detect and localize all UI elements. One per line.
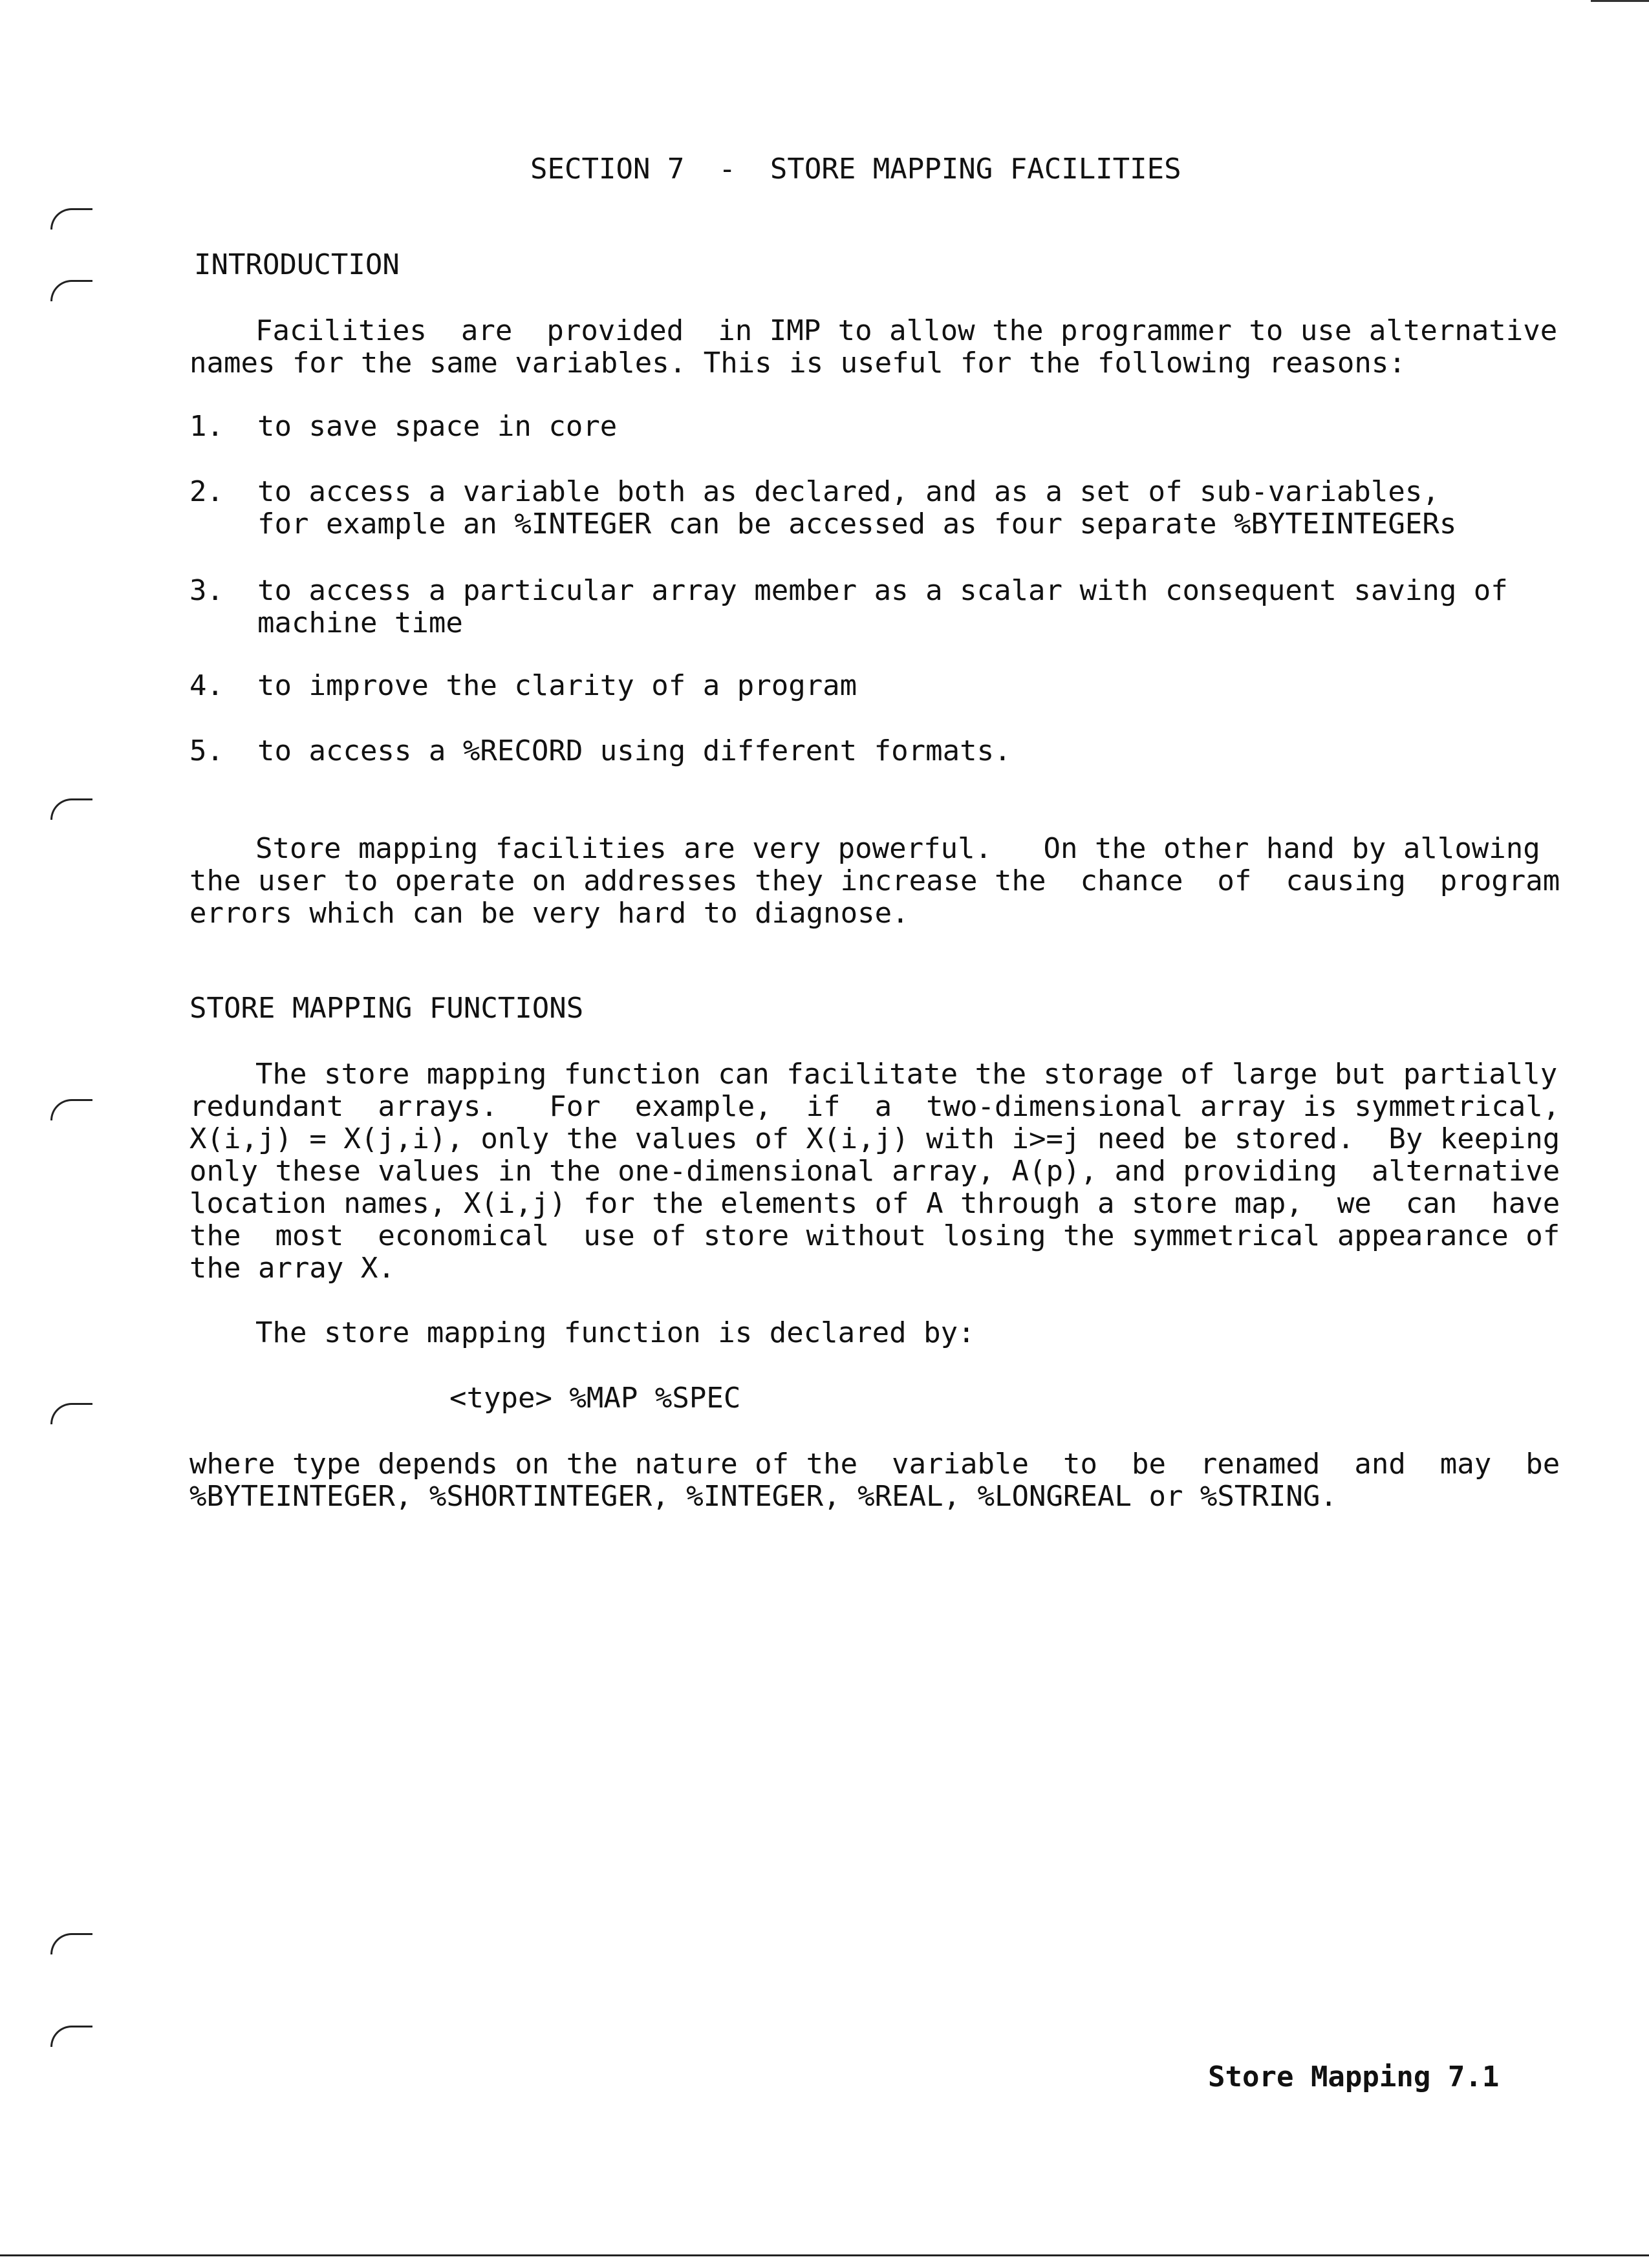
punch-hole-mark [50, 280, 92, 301]
functions-paragraph-line: where type depends on the nature of the variable to be renamed and may be [189, 1448, 1560, 1481]
section-title: SECTION 7 - STORE MAPPING FACILITIES [530, 153, 1181, 186]
list-item-text: to access a %RECORD using different formats. [257, 734, 1011, 767]
list-item-text: to access a variable both as declared, and as a set of sub-variables, [257, 475, 1439, 508]
intro-paragraph-line: Facilities are provided in IMP to allow the programmer to use alternative [255, 314, 1558, 347]
list-item-text: to access a particular array member as a scalar with consequent saving of [257, 574, 1508, 607]
list-item-number: 5. [189, 734, 224, 767]
punch-hole-mark [50, 1933, 92, 1954]
top-edge-rule [1591, 0, 1649, 2]
introduction-heading: INTRODUCTION [194, 248, 400, 281]
functions-paragraph-line: The store mapping function is declared by: [255, 1316, 975, 1349]
list-item-number: 1. [189, 410, 224, 443]
list-item-number: 4. [189, 669, 224, 702]
list-item-number: 2. [189, 475, 224, 508]
code-example: <type> %MAP %SPEC [449, 1382, 741, 1415]
functions-paragraph-line: The store mapping function can facilitate the storage of large but partially [255, 1058, 1558, 1091]
intro-paragraph-line: names for the same variables. This is useful for the following reasons: [189, 347, 1406, 380]
punch-hole-mark [50, 1403, 92, 1424]
intro-paragraph-line: errors which can be very hard to diagnose. [189, 897, 909, 930]
list-item-text: to save space in core [257, 410, 618, 443]
punch-hole-mark [50, 2026, 92, 2047]
functions-paragraph-line: %BYTEINTEGER, %SHORTINTEGER, %INTEGER, %REAL, %LONGREAL or %STRING. [189, 1480, 1337, 1513]
functions-paragraph-line: only these values in the one-dimensional array, A(p), and providing alternative [189, 1155, 1560, 1188]
page-footer: Store Mapping 7.1 [1208, 2060, 1500, 2093]
punch-hole-mark [50, 798, 92, 820]
functions-paragraph-line: the most economical use of store without losing the symmetrical appearance of [189, 1219, 1560, 1252]
functions-paragraph-line: the array X. [189, 1252, 395, 1285]
punch-hole-mark [50, 1099, 92, 1120]
bottom-edge-rule [0, 2254, 1649, 2256]
list-item-text: to improve the clarity of a program [257, 669, 857, 702]
store-mapping-functions-heading: STORE MAPPING FUNCTIONS [189, 992, 584, 1025]
functions-paragraph-line: location names, X(i,j) for the elements of A through a store map, we can have [189, 1187, 1560, 1220]
functions-paragraph-line: X(i,j) = X(j,i), only the values of X(i,j) with i>=j need be stored. By keeping [189, 1122, 1560, 1155]
list-item-text: for example an %INTEGER can be accessed as four separate %BYTEINTEGERs [257, 508, 1457, 540]
functions-paragraph-line: redundant arrays. For example, if a two-dimensional array is symmetrical, [189, 1090, 1560, 1123]
punch-hole-mark [50, 208, 92, 230]
list-item-number: 3. [189, 574, 224, 607]
intro-paragraph-line: Store mapping facilities are very powerful. On the other hand by allowing [255, 832, 1540, 865]
intro-paragraph-line: the user to operate on addresses they increase the chance of causing program [189, 864, 1560, 897]
list-item-text: machine time [257, 606, 463, 639]
